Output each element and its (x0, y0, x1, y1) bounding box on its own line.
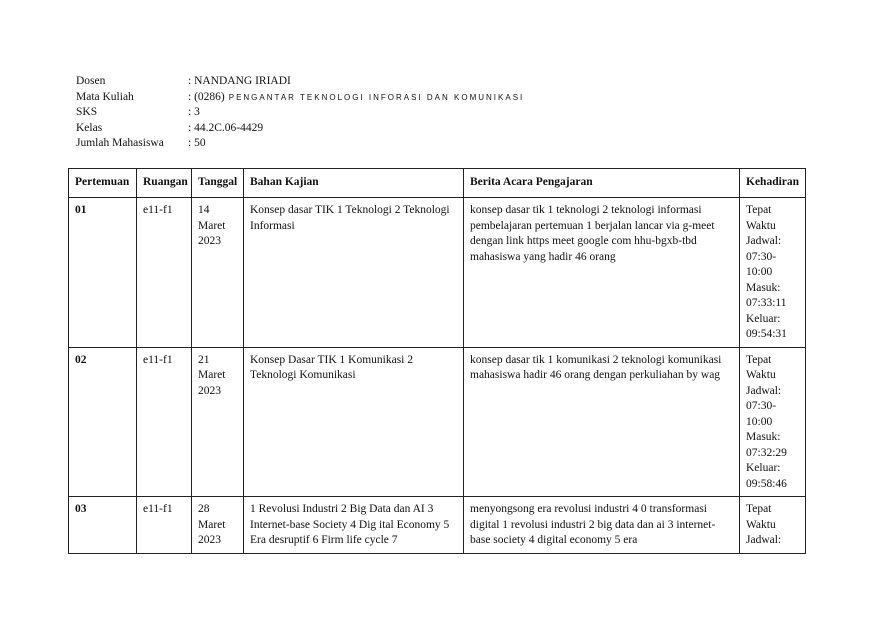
info-row-kelas (76, 121, 524, 137)
kelas-value: : 44.2C.06-4429 (188, 121, 264, 134)
cell-tanggal: 28 Maret 2023 (192, 497, 244, 554)
cell-tanggal: 21 Maret 2023 (192, 347, 244, 497)
info-row-sks (76, 105, 524, 121)
cell-ruangan: e11-f1 (137, 347, 192, 497)
course-info (76, 74, 524, 152)
info-row-matkul (76, 90, 524, 106)
cell-pertemuan: 01 (69, 198, 137, 348)
jumlah-label: Jumlah Mahasiswa (76, 137, 164, 149)
table-row (69, 347, 806, 497)
cell-ruangan: e11-f1 (137, 497, 192, 554)
table-row (69, 198, 806, 348)
dosen-label: Dosen (76, 75, 106, 87)
header-tanggal: Tanggal (192, 169, 244, 198)
header-bahan-kajian: Bahan Kajian (244, 169, 464, 198)
cell-ruangan: e11-f1 (137, 198, 192, 348)
cell-kehadiran: Tepat Waktu Jadwal: (740, 497, 806, 554)
header-pertemuan: Pertemuan (69, 169, 137, 198)
dosen-value: : NANDANG IRIADI (188, 75, 291, 87)
attendance-table (68, 168, 806, 554)
cell-kehadiran: Tepat Waktu Jadwal: 07:30-10:00 Masuk: 07:33:11 Keluar: 09:54:31 (740, 198, 806, 348)
header-berita-acara: Berita Acara Pengajaran (464, 169, 740, 198)
matkul-code: : (0286) (188, 90, 225, 103)
cell-kehadiran: Tepat Waktu Jadwal: 07:30-10:00 Masuk: 07:32:29 Keluar: 09:58:46 (740, 347, 806, 497)
matkul-label: Mata Kuliah (76, 90, 134, 103)
kelas-label: Kelas (76, 121, 103, 134)
header-kehadiran: Kehadiran (740, 169, 806, 198)
header-ruangan: Ruangan (137, 169, 192, 198)
cell-pertemuan: 02 (69, 347, 137, 497)
jumlah-value: : 50 (188, 137, 206, 149)
table-row (69, 497, 806, 554)
cell-berita-acara: konsep dasar tik 1 komunikasi 2 teknologi komunikasi mahasiswa hadir 46 orang dengan perkuliahan by wag (464, 347, 740, 497)
sks-value: : 3 (188, 106, 200, 118)
cell-berita-acara: konsep dasar tik 1 teknologi 2 teknologi informasi pembelajaran pertemuan 1 berjalan lancar via g-meet dengan link https meet google com hhu-bgxb-tbd mahasiswa yang hadir 46 orang (464, 198, 740, 348)
cell-bahan-kajian: Konsep Dasar TIK 1 Komunikasi 2 Teknologi Komunikasi (244, 347, 464, 497)
cell-bahan-kajian: Konsep dasar TIK 1 Teknologi 2 Teknologi Informasi (244, 198, 464, 348)
info-row-dosen (76, 74, 524, 90)
info-row-jumlah (76, 136, 524, 152)
cell-berita-acara: menyongsong era revolusi industri 4 0 transformasi digital 1 revolusi industri 2 big data dan ai 3 internet-base society 4 digital economy 5 era (464, 497, 740, 554)
cell-pertemuan: 03 (69, 497, 137, 554)
cell-tanggal: 14 Maret 2023 (192, 198, 244, 348)
cell-bahan-kajian: 1 Revolusi Industri 2 Big Data dan AI 3 Internet-base Society 4 Dig ital Economy 5 Era desruptif 6 Firm life cycle 7 (244, 497, 464, 554)
matkul-name: PENGANTAR TEKNOLOGI INFORASI DAN KOMUNIKASI (228, 92, 525, 102)
table-header-row (69, 169, 806, 198)
sks-label: SKS (76, 106, 98, 118)
